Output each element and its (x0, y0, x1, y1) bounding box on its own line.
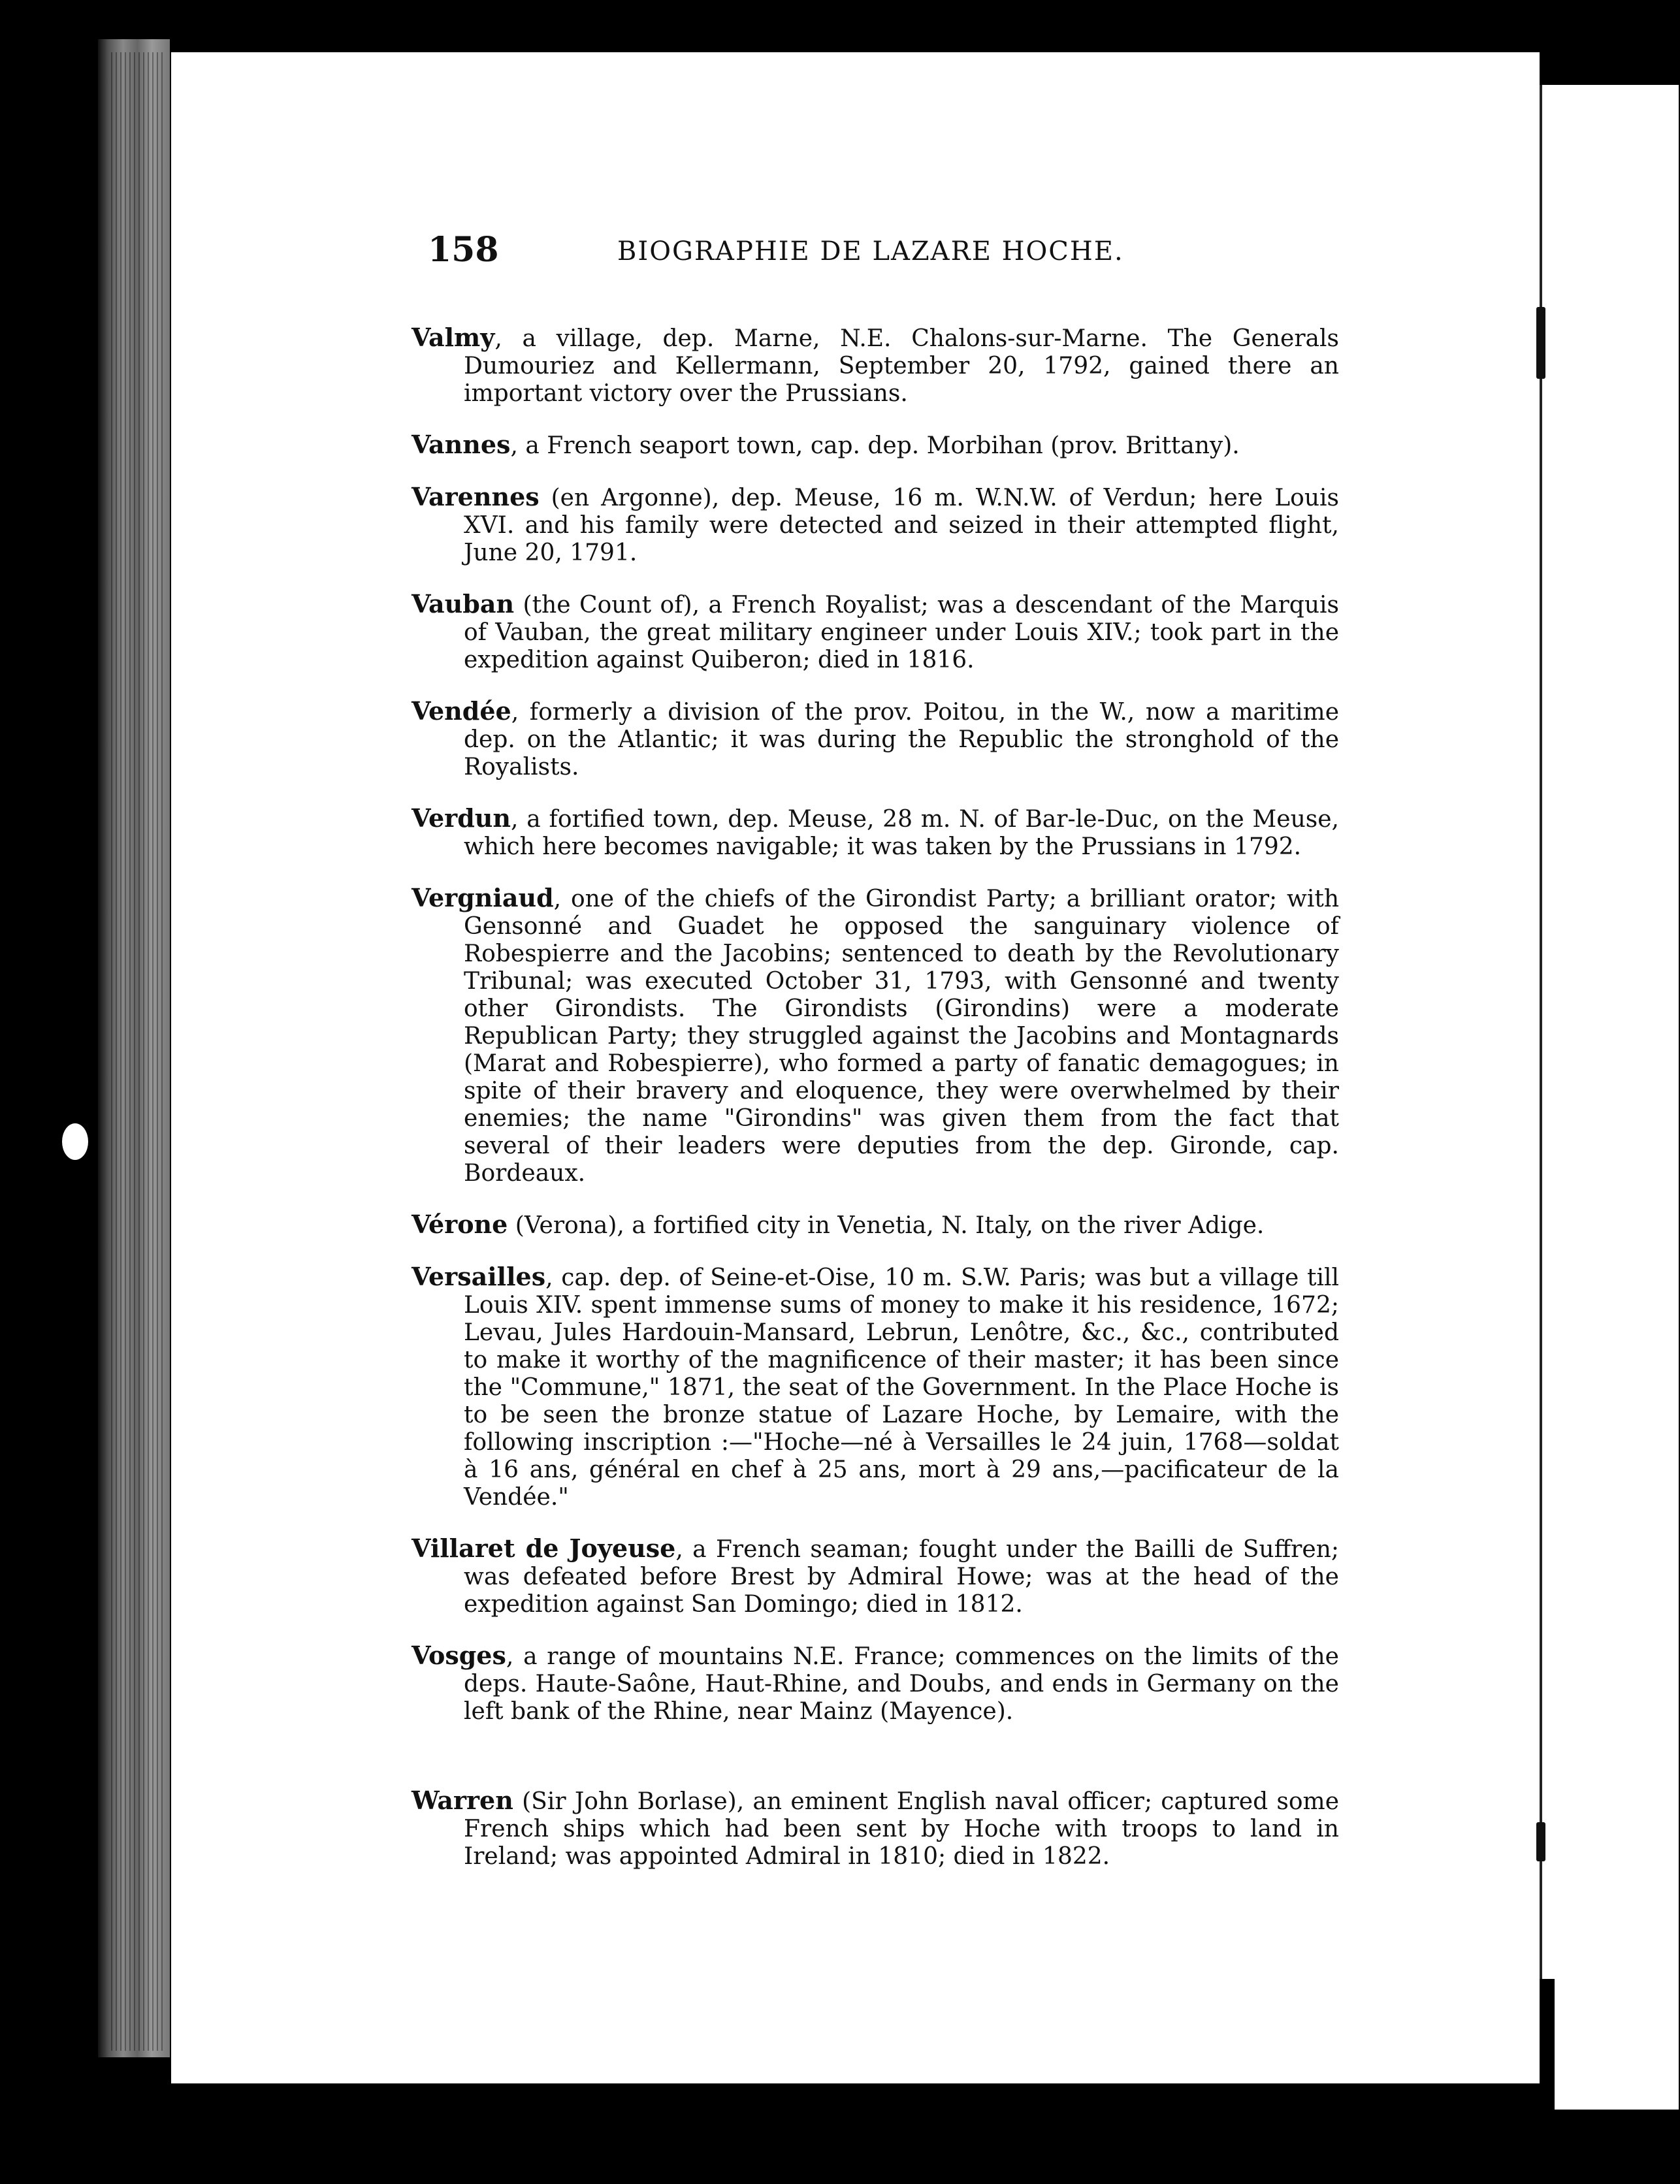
entry-text: (Sir John Borlase), an eminent English naval officer; captured some French ships which had been sent by Hoche with troops to land in Ireland; was appointed Admiral in 1810; died in 1822. (464, 1788, 1339, 1870)
running-title: BIOGRAPHIE DE LAZARE HOCHE. (617, 236, 1124, 266)
entry-verdun (412, 805, 1339, 861)
entry-text: , a village, dep. Marne, N.E. Chalons-sur-Marne. The Generals Dumouriez and Kellermann, September 20, 1792, gained there an important victory over the Prussians. (464, 325, 1339, 407)
page-number: 158 (428, 230, 499, 270)
headword: Varennes (412, 482, 540, 511)
entry-vannes (412, 431, 1339, 460)
entry-vendee (412, 698, 1339, 781)
headword: Vosges (412, 1641, 506, 1670)
headword: Warren (412, 1786, 513, 1815)
section-gap (412, 1737, 1339, 1763)
entry-text: , cap. dep. of Seine-et-Oise, 10 m. S.W. Paris; was but a village till Louis XIV. spent immense sums of money to make it his residence, 1672; Levau, Jules Hardouin-Mansard, Lebrun, Lenôtre, &c., &c., contributed to make it worthy of the magnificence of their master; it has been since the "Commune," 1871, the seat of the Government. In the Place Hoche is to be seen the bronze statue of Lazare Hoche, by Lemaire, with the following inscription :—"Hoche—né à Versailles le 24 juin, 1768—soldat à 16 ans, général en chef à 25 ans, mort à 29 ans,—pacificateur de la Vendée." (464, 1264, 1339, 1511)
entry-vosges (412, 1642, 1339, 1726)
entry-text: , formerly a division of the prov. Poitou, in the W., now a maritime dep. on the Atlantic; it was during the Republic the stronghold of the Royalists. (464, 699, 1339, 780)
headword: Villaret de Joyeuse (412, 1534, 676, 1563)
binding-mark-top (1536, 307, 1545, 379)
paper-smudge (62, 1123, 88, 1160)
headword: Valmy (412, 323, 495, 352)
entry-text: , one of the chiefs of the Girondist Party; a brilliant orator; with Gensonné and Guadet he opposed the sanguinary violence of Robespierre and the Jacobins; sentenced to death by the Revolutionary Tribunal; was executed October 31, 1793, with Gensonné and twenty other Girondists. The Girondists (Girondins) were a moderate Republican Party; they struggled against the Jacobins and Montagnards (Marat and Robespierre), who formed a party of fanatic demagogues; in spite of their bravery and eloquence, they were overwhelmed by their enemies; the name "Girondins" was given them from the fact that several of their leaders were deputies from the dep. Gironde, cap. Bordeaux. (464, 886, 1339, 1187)
entry-vauban (412, 590, 1339, 674)
headword: Vérone (412, 1210, 508, 1239)
headword: Vergniaud (412, 883, 554, 912)
entry-text: , a French seaport town, cap. dep. Morbihan (prov. Brittany). (510, 432, 1240, 459)
entry-valmy (412, 324, 1339, 408)
next-page-edge (1555, 85, 1679, 2110)
entry-text: , a French seaman; fought under the Bailli de Suffren; was defeated before Brest by Admiral Howe; was at the head of the expedition against San Domingo; died in 1812. (464, 1536, 1340, 1618)
entry-text: (en Argonne), dep. Meuse, 16 m. W.N.W. of Verdun; here Louis XVI. and his family were detected and seized in their attempted flight, June 20, 1791. (464, 485, 1339, 566)
entry-versailles (412, 1263, 1339, 1511)
headword: Versailles (412, 1262, 546, 1291)
entry-varennes (412, 483, 1339, 567)
entry-vergniaud (412, 884, 1339, 1187)
entry-warren (412, 1787, 1339, 1871)
entry-text: , a range of mountains N.E. France; commences on the limits of the deps. Haute-Saône, Haut-Rhine, and Doubs, and ends in Germany on the left bank of the Rhine, near Mainz (Mayence). (464, 1643, 1339, 1725)
page-header (428, 230, 1355, 276)
headword: Vauban (412, 589, 515, 618)
page-edges (111, 52, 163, 2051)
entry-villaret (412, 1535, 1339, 1618)
dictionary-entries (412, 300, 1339, 1882)
entry-text: , a fortified town, dep. Meuse, 28 m. N. of Bar-le-Duc, on the Meuse, which here becomes navigable; it was taken by the Prussians in 1792. (464, 806, 1339, 860)
entry-text: (Verona), a fortified city in Venetia, N. Italy, on the river Adige. (508, 1212, 1265, 1239)
binding-mark-bottom (1536, 1822, 1545, 1861)
headword: Vendée (412, 696, 511, 726)
entry-text: (the Count of), a French Royalist; was a descendant of the Marquis of Vauban, the great military engineer under Louis XIV.; took part in the expedition against Quiberon; died in 1816. (464, 592, 1339, 673)
headword: Verdun (412, 803, 511, 833)
entry-verone (412, 1211, 1339, 1240)
headword: Vannes (412, 430, 511, 459)
